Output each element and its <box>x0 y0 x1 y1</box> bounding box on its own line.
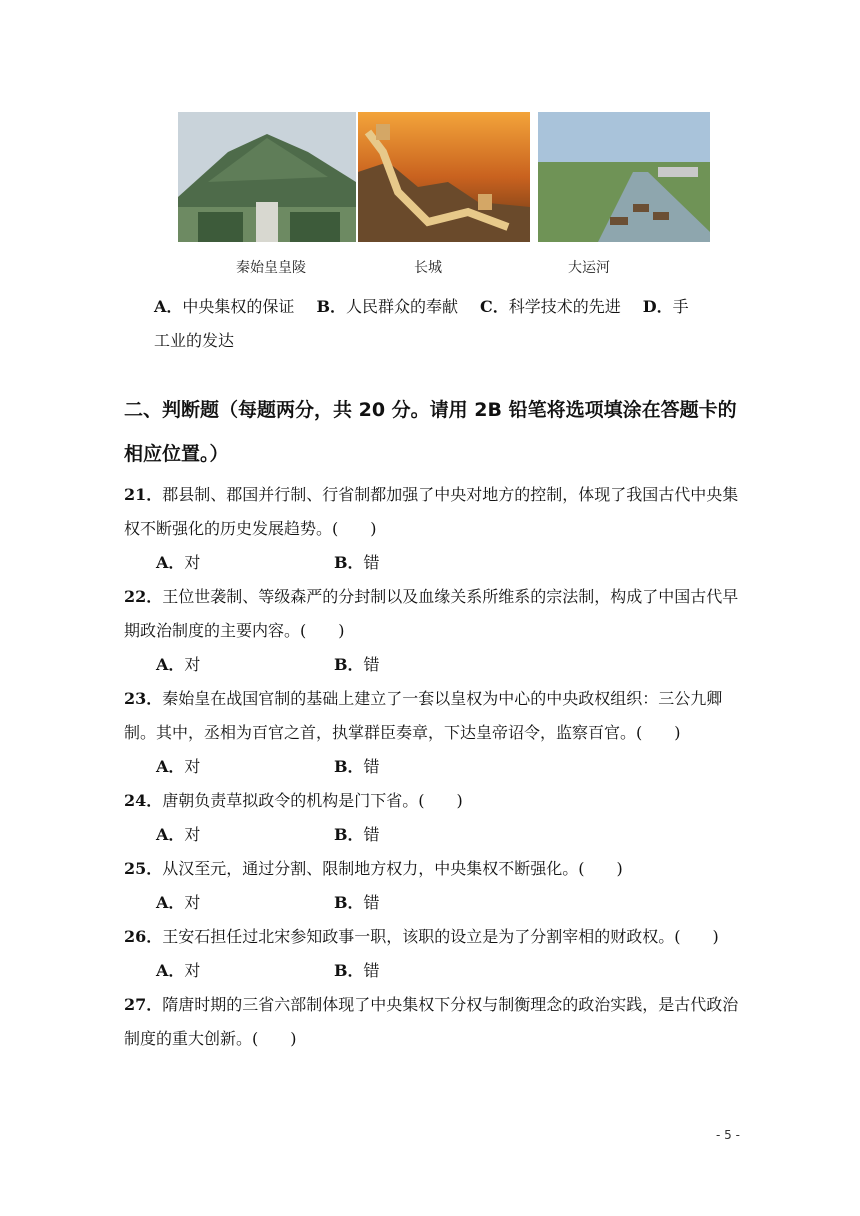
answer-choices-24 <box>124 818 748 852</box>
question-23: 23．秦始皇在战国官制的基础上建立了一套以皇权为中心的中央政权组织：三公九卿制。其中，丞相为百官之首，执掌群臣奏章，下达皇帝诏令，监察百官。( ) <box>124 689 723 742</box>
great-wall-photo <box>358 112 530 242</box>
grand-canal-photo <box>538 112 710 242</box>
choice-wrong[interactable]: B．错 <box>334 553 380 572</box>
choice-correct[interactable]: A．对 <box>156 893 201 912</box>
choice-correct[interactable]: A．对 <box>156 757 201 776</box>
q20-options <box>154 290 754 358</box>
choice-correct[interactable]: A．对 <box>156 655 201 674</box>
question-24: 24．唐朝负责草拟政令的机构是门下省。( ) <box>124 791 463 810</box>
question-26: 26．王安石担任过北宋参知政事一职，该职的设立是为了分割宰相的财政权。( ) <box>124 927 719 946</box>
caption-great-wall: 长城 <box>414 260 442 276</box>
choice-wrong[interactable]: B．错 <box>334 893 380 912</box>
judgment-questions <box>124 478 748 1056</box>
choice-wrong[interactable]: B．错 <box>334 757 380 776</box>
choice-wrong[interactable]: B．错 <box>334 961 380 980</box>
option-c[interactable]: C．科学技术的先进 <box>479 297 621 316</box>
answer-choices-21 <box>124 546 748 580</box>
answer-choices-26 <box>124 954 748 988</box>
page-number: - 5 - <box>716 1128 740 1142</box>
choice-correct[interactable]: A．对 <box>156 825 201 844</box>
section-title: 二、判断题（每题两分，共 20 分。请用 2B 铅笔将选项填涂在答题卡的相应位置。） <box>124 399 737 465</box>
choice-wrong[interactable]: B．错 <box>334 655 380 674</box>
option-d-continued: 工业的发达 <box>154 331 235 350</box>
question-22: 22．王位世袭制、等级森严的分封制以及血缘关系所维系的宗法制，构成了中国古代早期政治制度的主要内容。( ) <box>124 587 739 640</box>
option-d[interactable]: D．手 <box>642 297 689 316</box>
question-27: 27．隋唐时期的三省六部制体现了中央集权下分权与制衡理念的政治实践，是古代政治制度的重大创新。( ) <box>124 995 739 1048</box>
choice-correct[interactable]: A．对 <box>156 961 201 980</box>
question-25: 25．从汉至元，通过分割、限制地方权力，中央集权不断强化。( ) <box>124 859 623 878</box>
caption-grand-canal: 大运河 <box>568 260 610 276</box>
answer-choices-23 <box>124 750 748 784</box>
question-figure <box>178 112 718 282</box>
option-a[interactable]: A．中央集权的保证 <box>154 297 295 316</box>
question-21: 21．郡县制、郡国并行制、行省制都加强了中央对地方的控制，体现了我国古代中央集权不断强化的历史发展趋势。( ) <box>124 485 739 538</box>
choice-correct[interactable]: A．对 <box>156 553 201 572</box>
choice-wrong[interactable]: B．错 <box>334 825 380 844</box>
caption-qin-mausoleum: 秦始皇皇陵 <box>236 260 306 276</box>
option-b[interactable]: B．人民群众的奉献 <box>316 297 458 316</box>
qin-mausoleum-photo <box>178 112 356 242</box>
answer-choices-22 <box>124 648 748 682</box>
answer-choices-25 <box>124 886 748 920</box>
